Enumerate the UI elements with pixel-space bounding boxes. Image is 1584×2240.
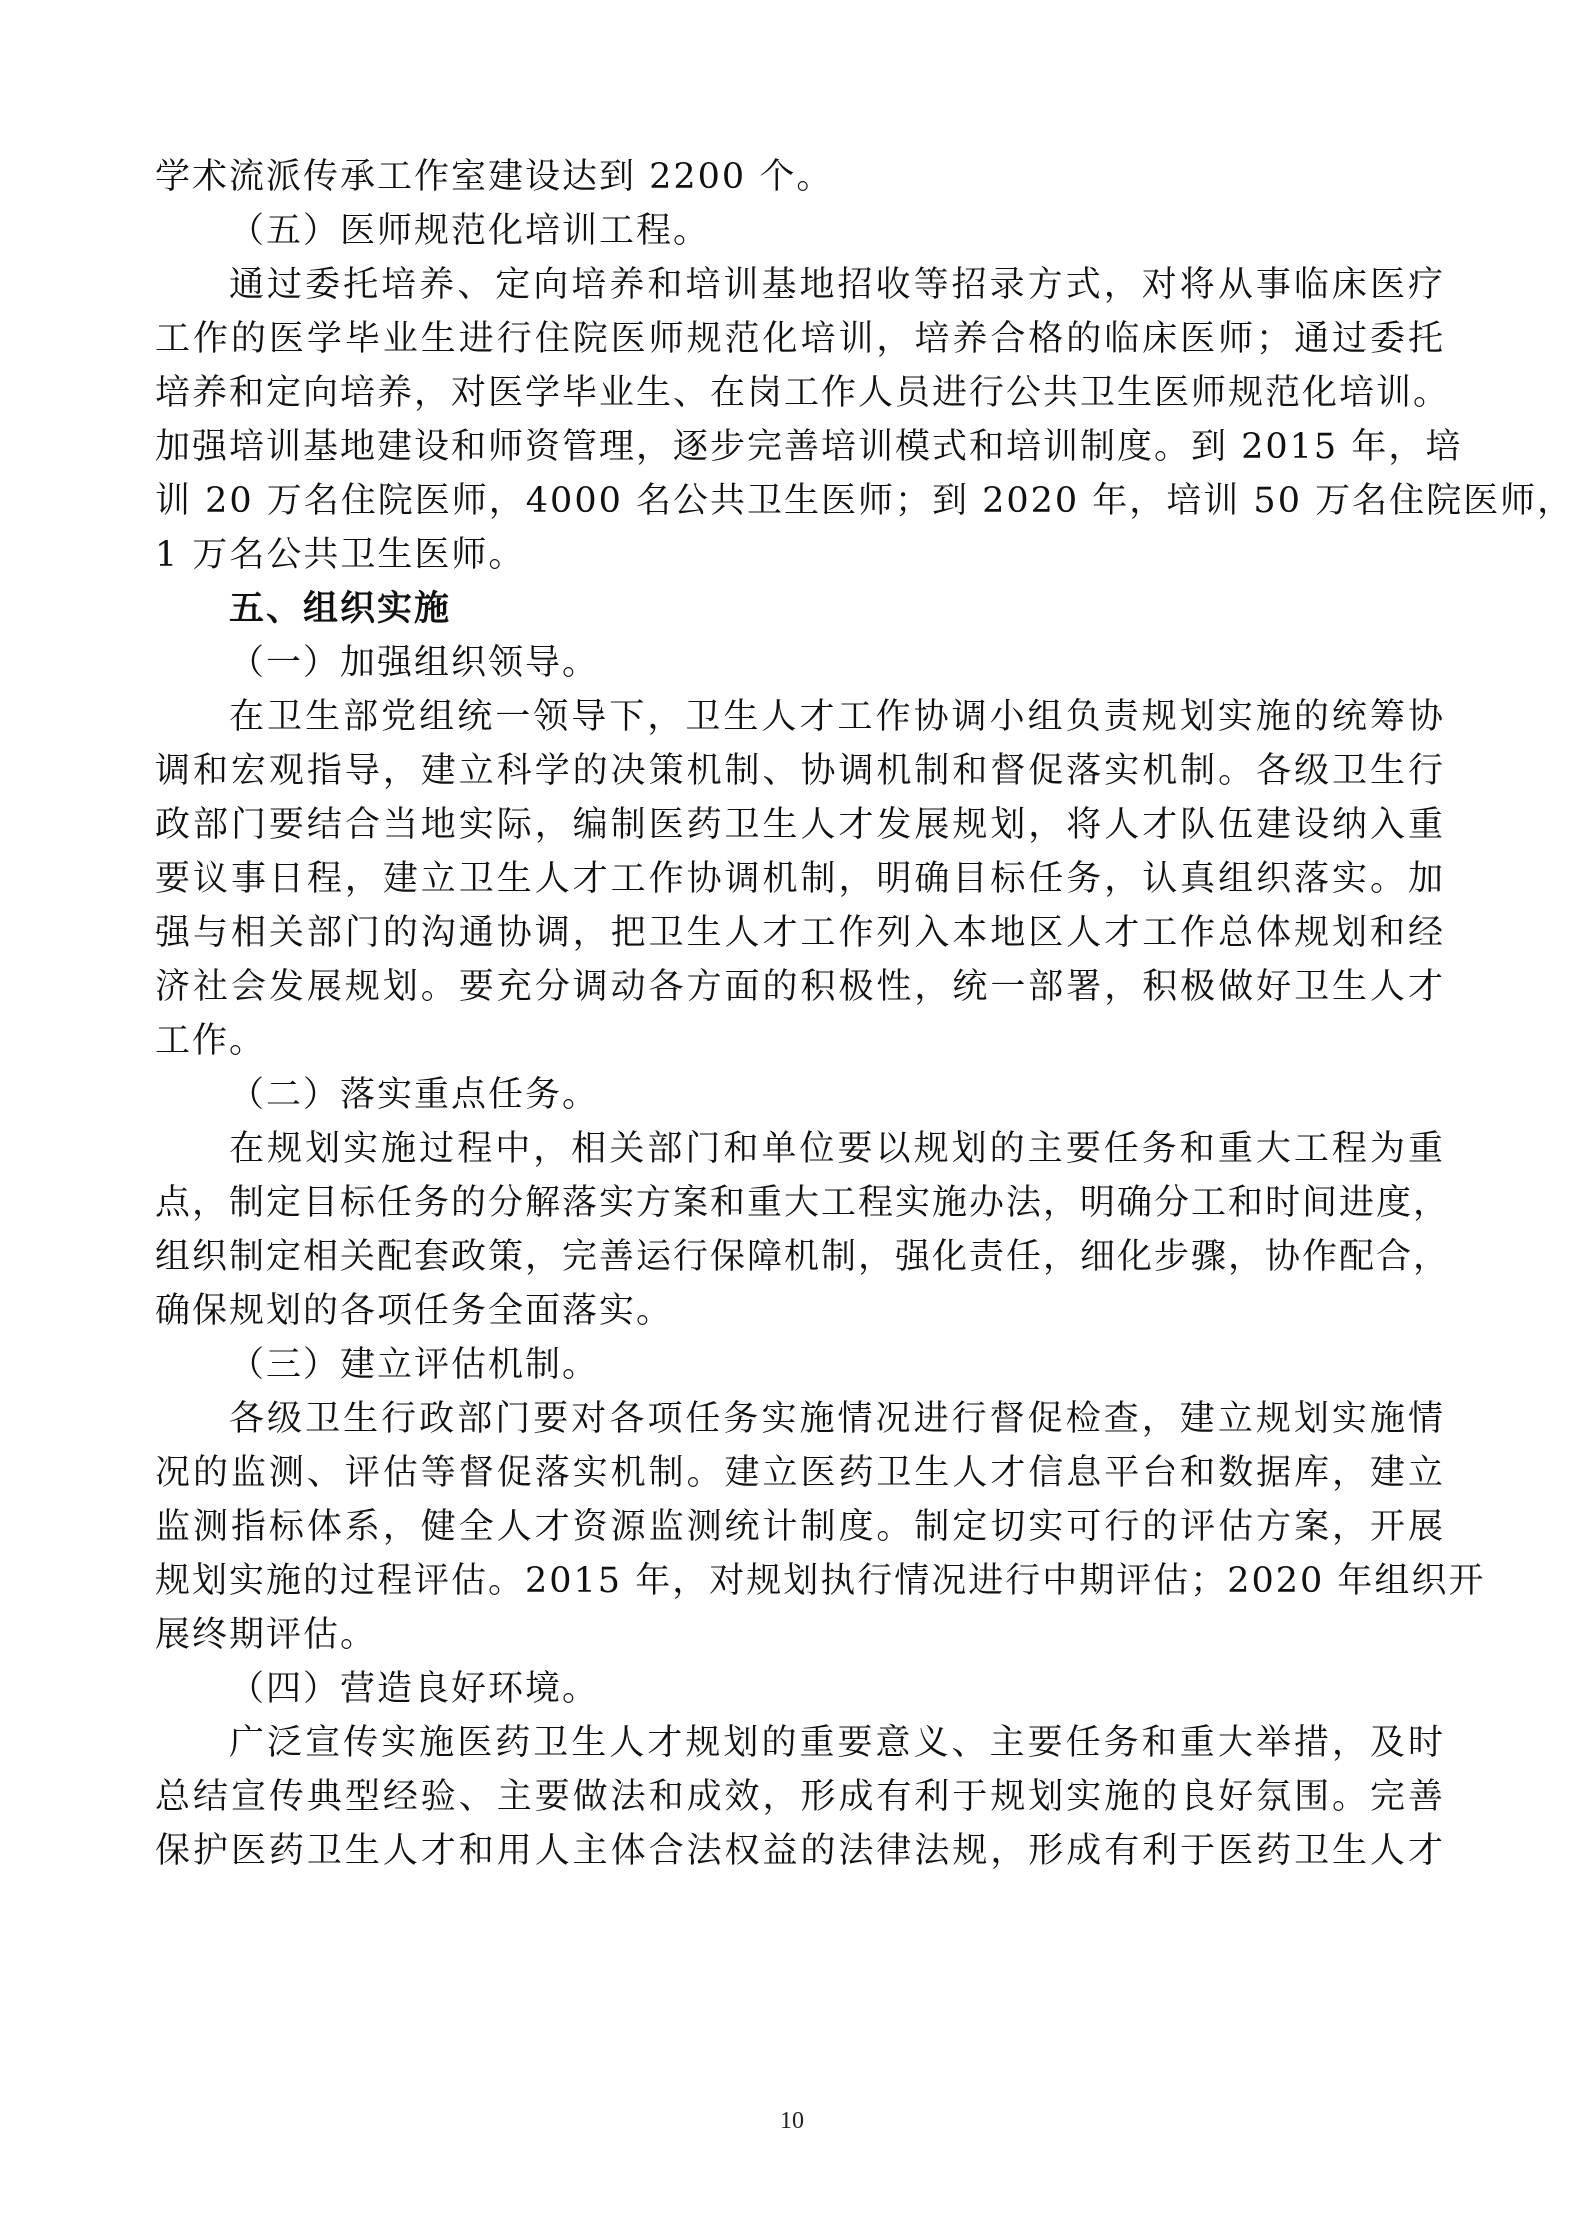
text-line: 监测指标体系，健全人才资源监测统计制度。制定切实可行的评估方案，开展 — [155, 1507, 1445, 1547]
text-line: 工作的医学毕业生进行住院医师规范化培训，培养合格的临床医师；通过委托 — [155, 319, 1445, 359]
text-line: （二）落实重点任务。 — [229, 1075, 600, 1115]
text-line: 规划实施的过程评估。2015 年，对规划执行情况进行中期评估；2020 年组织开 — [155, 1561, 1486, 1601]
text-line: 各级卫生行政部门要对各项任务实施情况进行督促检查，建立规划实施情 — [229, 1399, 1445, 1439]
text-line: 况的监测、评估等督促落实机制。建立医药卫生人才信息平台和数据库，建立 — [155, 1453, 1445, 1493]
text-line: 济社会发展规划。要充分调动各方面的积极性，统一部署，积极做好卫生人才 — [155, 967, 1445, 1007]
text-line: 强与相关部门的沟通协调，把卫生人才工作列入本地区人才工作总体规划和经 — [155, 913, 1445, 953]
page-number: 10 — [780, 2108, 804, 2134]
text-line: 组织制定相关配套政策，完善运行保障机制，强化责任，细化步骤，协作配合， — [155, 1237, 1451, 1277]
text-line: 训 20 万名住院医师，4000 名公共卫生医师；到 2020 年，培训 50 万名住院医师， — [155, 481, 1575, 521]
text-line: （一）加强组织领导。 — [229, 643, 600, 683]
text-line: 通过委托培养、定向培养和培训基地招收等招录方式，对将从事临床医疗 — [229, 265, 1445, 305]
text-line: 确保规划的各项任务全面落实。 — [155, 1291, 674, 1331]
text-line: 在卫生部党组统一领导下，卫生人才工作协调小组负责规划实施的统筹协 — [229, 697, 1445, 737]
text-line: 1 万名公共卫生医师。 — [155, 535, 526, 575]
text-line: 在规划实施过程中，相关部门和单位要以规划的主要任务和重大工程为重 — [229, 1129, 1445, 1169]
text-line: 加强培训基地建设和师资管理，逐步完善培训模式和培训制度。到 2015 年，培 — [155, 427, 1463, 467]
text-line: （四）营造良好环境。 — [229, 1669, 600, 1709]
text-line: （五）医师规范化培训工程。 — [229, 211, 711, 251]
text-line: 点，制定目标任务的分解落实方案和重大工程实施办法，明确分工和时间进度， — [155, 1183, 1451, 1223]
section-heading: 五、组织实施 — [229, 588, 452, 629]
text-line: 学术流派传承工作室建设达到 2200 个。 — [155, 157, 834, 197]
text-line: 广泛宣传实施医药卫生人才规划的重要意义、主要任务和重大举措，及时 — [229, 1723, 1445, 1763]
text-line: 培养和定向培养，对医学毕业生、在岗工作人员进行公共卫生医师规范化培训。 — [155, 373, 1451, 413]
text-line: 总结宣传典型经验、主要做法和成效，形成有利于规划实施的良好氛围。完善 — [155, 1777, 1445, 1817]
text-line: 保护医药卫生人才和用人主体合法权益的法律法规，形成有利于医药卫生人才 — [155, 1831, 1445, 1871]
body-text — [155, 150, 1575, 1878]
text-line: 调和宏观指导，建立科学的决策机制、协调机制和督促落实机制。各级卫生行 — [155, 751, 1445, 791]
text-line: 要议事日程，建立卫生人才工作协调机制，明确目标任务，认真组织落实。加 — [155, 859, 1445, 899]
text-line: 展终期评估。 — [155, 1615, 378, 1655]
text-line: （三）建立评估机制。 — [229, 1345, 600, 1385]
text-line: 政部门要结合当地实际，编制医药卫生人才发展规划，将人才队伍建设纳入重 — [155, 805, 1445, 845]
text-line: 工作。 — [155, 1021, 267, 1061]
